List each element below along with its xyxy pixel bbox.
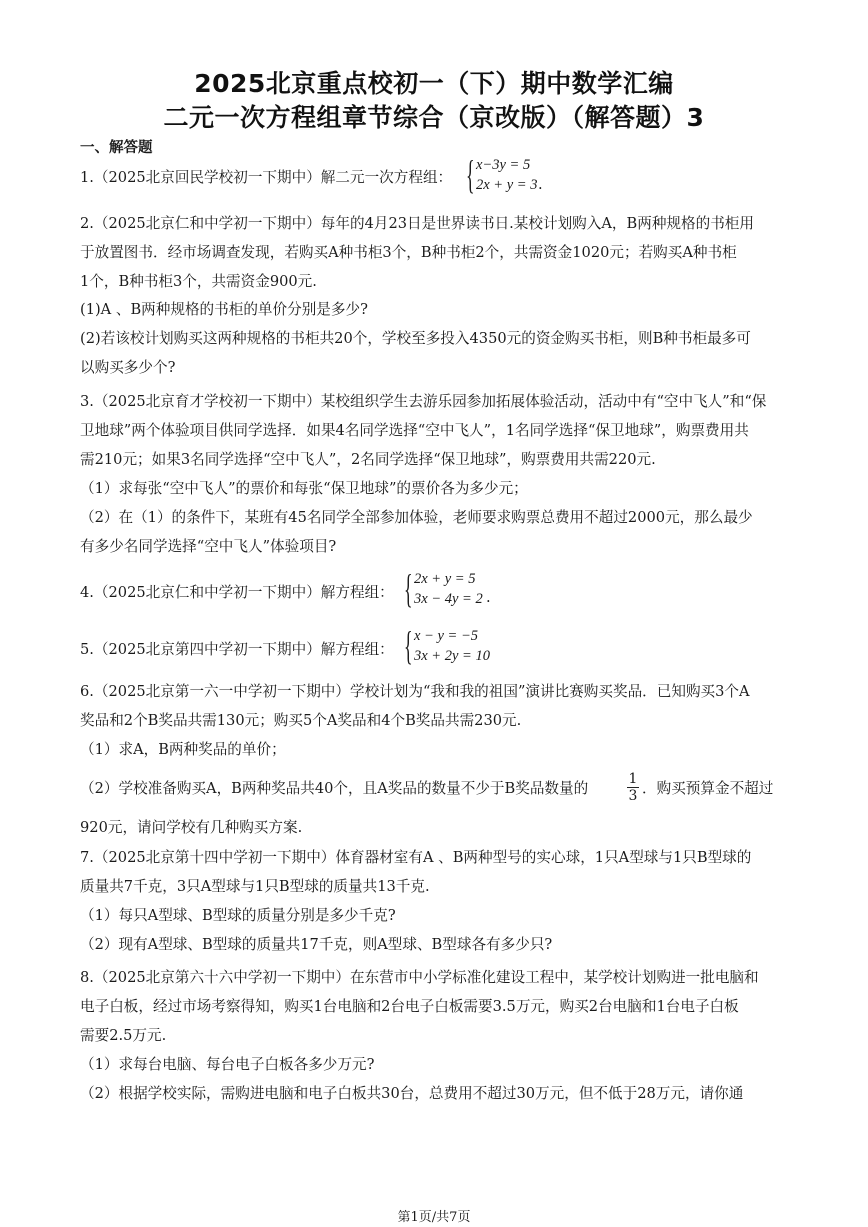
fraction-numerator: 1 — [628, 771, 638, 787]
q3-line3: 需210元；如果3名同学选择“空中飞人”，2名同学选择“保卫地球”，购票费用共需220元. — [80, 451, 656, 468]
q2-line5: (2)若该校计划购买这两种规格的书柜共20个，学校至多投入4350元的资金购买书柜，则B种书柜最多可 — [80, 330, 751, 347]
fraction-denominator: 3 — [628, 788, 638, 804]
q5-text: 5.（2025北京第四中学初一下期中）解方程组： — [80, 641, 394, 658]
brace-icon: { — [404, 566, 413, 611]
brace-icon: { — [466, 152, 475, 197]
fraction-one-third — [627, 771, 639, 804]
q4-end: . — [486, 589, 491, 606]
q2-line1: 2.（2025北京仁和中学初一下期中）每年的4月23日是世界读书日.某校计划购入A，B两种规格的书柜用 — [80, 215, 754, 232]
q2-line6: 以购买多少个? — [80, 359, 176, 376]
q6-line2: 奖品和2个B奖品共需130元；购买5个A奖品和4个B奖品共需230元. — [80, 712, 522, 729]
q7-line4: （2）现有A型球、B型球的质量共17千克，则A型球、B型球各有多少只? — [80, 936, 553, 953]
q1-text: 1.（2025北京回民学校初一下期中）解二元一次方程组： — [80, 169, 453, 186]
q3-line1: 3.（2025北京育才学校初一下期中）某校组织学生去游乐园参加拓展体验活动，活动中有“空中飞人”和“保 — [80, 393, 767, 410]
q6-line4a: （2）学校准备购买A，B两种奖品共40个，且A奖品的数量不少于B奖品数量的 — [80, 780, 589, 797]
q8-line1: 8.（2025北京第六十六中学初一下期中）在东营市中小学标准化建设工程中，某学校计划购进一批电脑和 — [80, 969, 759, 986]
q8-line4: （1）求每台电脑、每台电子白板各多少万元? — [80, 1056, 375, 1073]
q6-line3: （1）求A，B两种奖品的单价； — [80, 741, 286, 758]
q3-line6: 有多少名同学选择“空中飞人”体验项目? — [80, 538, 337, 555]
q1-end: . — [538, 176, 543, 193]
q5-eq2: 3x + 2y = 10 — [414, 648, 490, 664]
q2-line3: 1个，B种书柜3个，共需资金900元. — [80, 273, 317, 290]
brace-icon: { — [404, 623, 413, 668]
q3-line4: （1）求每张“空中飞人”的票价和每张“保卫地球”的票价各为多少元； — [80, 480, 528, 497]
q1-eq1: x−3y = 5 — [476, 157, 531, 173]
q1-eq2: 2x + y = 3 — [476, 177, 538, 193]
q2-line4: (1)A 、B两种规格的书柜的单价分别是多少? — [80, 301, 368, 318]
q4-eq1: 2x + y = 5 — [414, 571, 476, 587]
q6-line1: 6.（2025北京第一六一中学初一下期中）学校计划为“我和我的祖国”演讲比赛购买奖品．已知购买3个A — [80, 683, 750, 700]
q2-line2: 于放置图书．经市场调查发现，若购买A种书柜3个，B种书柜2个，共需资金1020元；若购买A种书柜 — [80, 244, 737, 261]
q5-eq1: x − y = −5 — [414, 628, 478, 644]
doc-title-line1: 2025北京重点校初一（下）期中数学汇编 — [194, 69, 674, 98]
q7-line3: （1）每只A型球、B型球的质量分别是多少千克? — [80, 907, 396, 924]
doc-title-line2: 二元一次方程组章节综合（京改版）（解答题）3 — [163, 103, 705, 132]
q8-line3: 需要2.5万元. — [80, 1027, 167, 1044]
page-footer: 第1页/共7页 — [397, 1210, 471, 1225]
q8-line5: （2）根据学校实际，需购进电脑和电子白板共30台，总费用不超过30万元，但不低于28万元，请你通 — [80, 1085, 744, 1102]
q3-line2: 卫地球”两个体验项目供同学选择．如果4名同学选择“空中飞人”，1名同学选择“保卫地球”，购票费用共 — [80, 422, 749, 439]
q7-line2: 质量共7千克，3只A型球与1只B型球的质量共13千克. — [80, 878, 430, 895]
q7-line1: 7.（2025北京第十四中学初一下期中）体育器材室有A 、B两种型号的实心球，1只A型球与1只B型球的 — [80, 849, 752, 866]
q4-eq2: 3x − 4y = 2 — [414, 591, 483, 607]
section-heading: 一、解答题 — [80, 140, 153, 156]
q3-line5: （2）在（1）的条件下，某班有45名同学全部参加体验，老师要求购票总费用不超过2000元，那么最少 — [80, 509, 753, 526]
q6-line4b: ．购买预算金不超过 — [642, 780, 774, 797]
q4-text: 4.（2025北京仁和中学初一下期中）解方程组： — [80, 584, 394, 601]
q6-line5: 920元，请问学校有几种购买方案. — [80, 819, 303, 836]
q8-line2: 电子白板，经过市场考察得知，购买1台电脑和2台电子白板需要3.5万元，购买2台电脑和1台电子白板 — [80, 998, 739, 1015]
